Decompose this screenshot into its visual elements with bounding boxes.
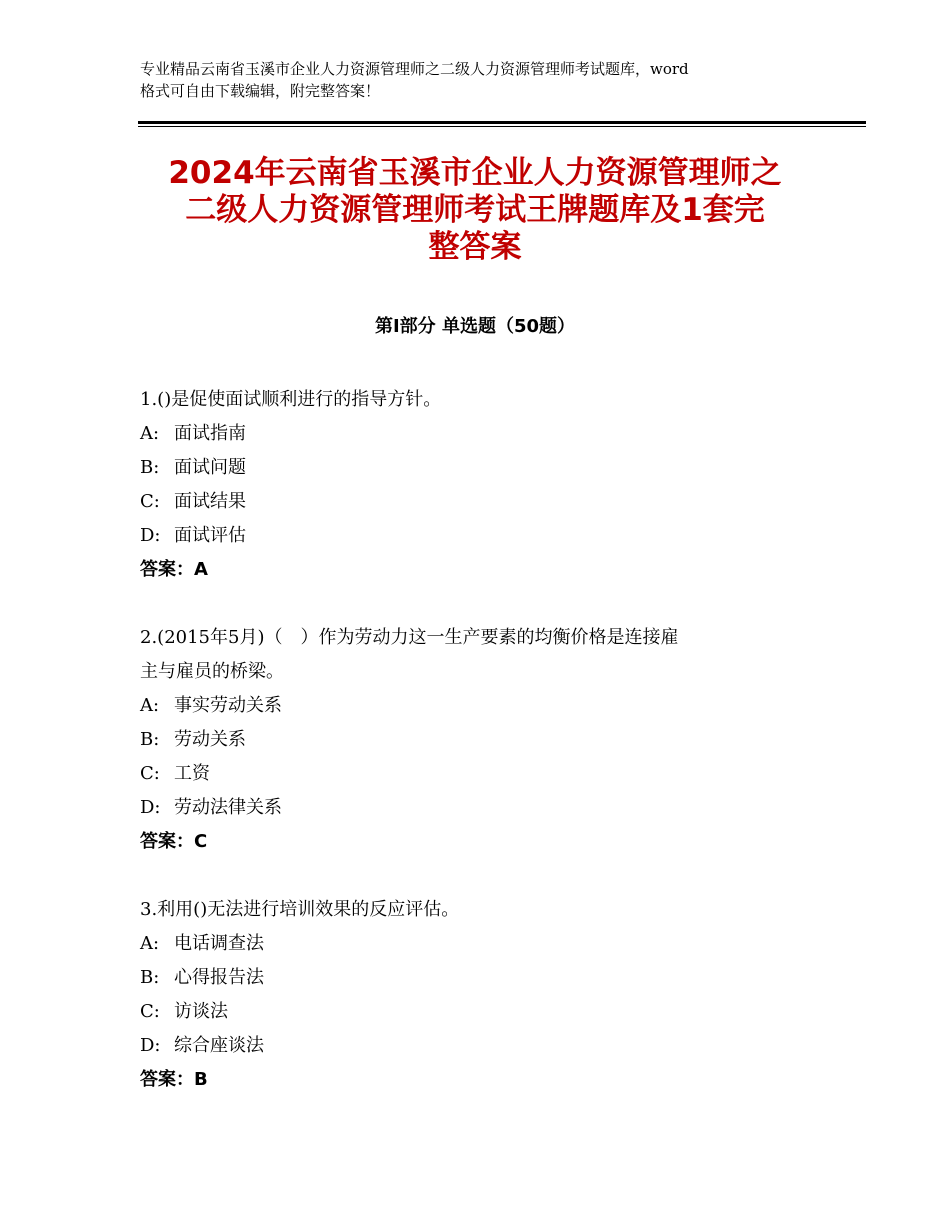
document-title-line-1: 2024年云南省玉溪市企业人力资源管理师之 (168, 155, 782, 191)
option-letter: D: (140, 1035, 161, 1056)
question-option-d (140, 519, 820, 553)
question-option-d (140, 1029, 820, 1063)
question-option-b (140, 723, 820, 757)
header-note-line-2: 格式可自由下载编辑，附完整答案！ (140, 82, 381, 100)
question-option-d (140, 791, 820, 825)
option-letter: B: (140, 457, 160, 478)
question-stem: 1.()是促使面试顺利进行的指导方针。 (140, 389, 442, 410)
option-letter: D: (140, 525, 161, 546)
option-text: 综合座谈法 (174, 1035, 264, 1056)
section-title: 第Ⅰ部分 单选题（50题） (374, 316, 575, 337)
option-text: 劳动法律关系 (174, 797, 282, 818)
question-3 (140, 893, 820, 1097)
option-text: 面试评估 (174, 525, 246, 546)
question-1 (140, 383, 820, 587)
option-text: 面试结果 (174, 491, 246, 512)
option-letter: B: (140, 729, 160, 750)
option-text: 心得报告法 (174, 967, 264, 988)
question-option-a (140, 689, 820, 723)
question-answer: 答案：C (140, 831, 208, 852)
header-divider-thick (138, 121, 866, 124)
document-title-line-3: 整答案 (428, 229, 522, 265)
question-option-b (140, 451, 820, 485)
option-text: 访谈法 (174, 1001, 228, 1022)
question-answer: 答案：B (140, 1069, 208, 1090)
option-letter: B: (140, 967, 160, 988)
question-stem-line-2: 主与雇员的桥梁。 (140, 661, 284, 682)
question-stem: 3.利用()无法进行培训效果的反应评估。 (140, 899, 460, 920)
option-letter: A: (140, 695, 160, 716)
option-text: 事实劳动关系 (174, 695, 282, 716)
question-list (140, 383, 820, 1131)
question-option-b (140, 961, 820, 995)
document-title (130, 155, 820, 266)
option-letter: D: (140, 797, 161, 818)
question-option-c (140, 995, 820, 1029)
question-stem (140, 621, 820, 689)
option-text: 面试问题 (174, 457, 246, 478)
option-letter: A: (140, 423, 160, 444)
option-text: 劳动关系 (174, 729, 246, 750)
option-letter: A: (140, 933, 160, 954)
option-letter: C: (140, 763, 160, 784)
option-text: 面试指南 (174, 423, 246, 444)
question-option-c (140, 485, 820, 519)
header-note-line-1: 专业精品云南省玉溪市企业人力资源管理师之二级人力资源管理师考试题库，word (140, 60, 689, 78)
option-text: 电话调查法 (174, 933, 264, 954)
question-option-a (140, 927, 820, 961)
question-stem-line-1: 2.(2015年5月)（ ）作为劳动力这一生产要素的均衡价格是连接雇 (140, 627, 679, 648)
question-answer: 答案：A (140, 559, 208, 580)
question-option-c (140, 757, 820, 791)
option-text: 工资 (174, 763, 210, 784)
option-letter: C: (140, 1001, 160, 1022)
question-option-a (140, 417, 820, 451)
document-title-line-2: 二级人力资源管理师考试王牌题库及1套完 (185, 192, 765, 228)
option-letter: C: (140, 491, 160, 512)
question-2 (140, 621, 820, 859)
header-note (140, 58, 840, 102)
header-divider-thin (138, 126, 866, 127)
